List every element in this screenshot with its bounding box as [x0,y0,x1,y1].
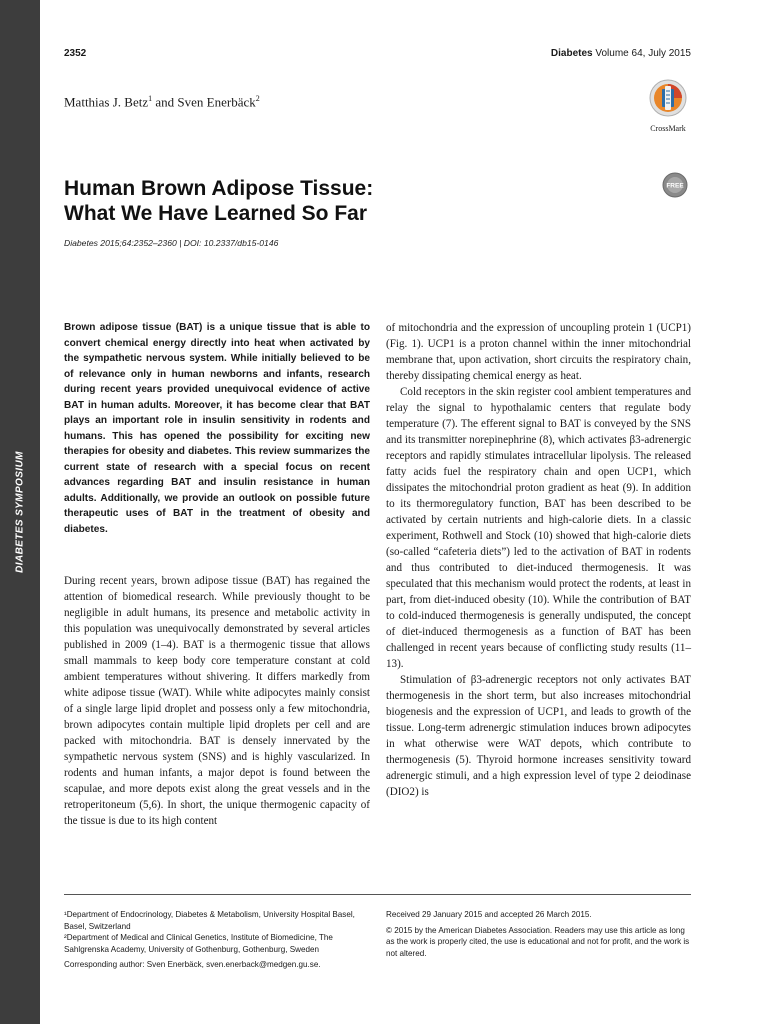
copyright-notice: © 2015 by the American Diabetes Association. Readers may use this article as long as the work is properly cited, the use is educational and not for profit, and the work is not altered. [386,925,690,958]
title-line-1: Human Brown Adipose Tissue: [64,177,374,200]
free-access-icon [660,172,690,198]
corresponding-author: Corresponding author: Sven Enerbäck, sven.enerback@medgen.gu.se. [64,960,321,969]
received-dates: Received 29 January 2015 and accepted 26 March 2015. [386,910,592,919]
sidebar-strip [0,0,40,1024]
body-paragraph: of mitochondria and the expression of uncoupling protein 1 (UCP1) (Fig. 1). UCP1 is a proton channel within the inner mitochondrial membrane that, upon activation, short circuits the respiratory chain, thereby dissipating chemical energy as heat. [386,322,691,382]
journal-header [551,48,691,59]
body-column-right [386,320,691,800]
journal-volume: Volume 64, July 2015 [595,48,691,59]
article-title [64,176,584,226]
crossmark-badge[interactable] [646,78,690,133]
citation-doi: Diabetes 2015;64:2352–2360 | DOI: 10.2337/db15-0146 [64,238,279,248]
author-1: Matthias J. Betz [64,94,149,110]
abstract: Brown adipose tissue (BAT) is a unique tissue that is able to convert chemical energy directly into heat when activated by the sympathetic nervous system. While initially believed to be of relevance only in human newborns and infants, research during recent years provided unequivocal evidence of active BAT in human adults. Moreover, it has become clear that BAT plays an important role in insulin sensitivity in rodents and humans. This has opened the possibility for exciting new therapies for obesity and diabetes. This review summarizes the current state of research with a special focus on recent advances regarding BAT and insulin resistance in human adults. Additionally, we provide an outlook on possible future therapeutic uses of BAT in the treatment of obesity and diabetes. [64,322,370,535]
body-paragraph: Stimulation of β3-adrenergic receptors not only activates BAT thermogenesis in the short term, but also increases mitochondrial biogenesis and the expression of UCP1, and leads to growth of the tissue. Long-term adrenergic stimulation induces brown adipocytes in what otherwise were WAT depots, which contribute to thermogenesis (5). Thyroid hormone increases sensitivity toward adrenergic stimuli, and a high expression level of type 2 deiodinase (DIO2) is [386,674,691,798]
author-2-affil: 2 [255,94,260,103]
title-line-2: What We Have Learned So Far [64,202,368,225]
body-paragraph: Cold receptors in the skin register cool ambient temperatures and relay the signal to hypothalamic centers that regulate body temperature (7). The efferent signal to BAT is conveyed by the SNS and its transmitter norepinephrine (8), which activates β3-adrenergic receptors and rapidly stimulates intracellular lipolysis. The released fatty acids fuel the respiratory chain and open UCP1, which dissipates the mitochondrial proton gradient as heat (9). In addition to its thermoregulatory function, BAT has been described to be activated by certain nutrients and high-calorie diets. In a classic experiment, Rothwell and Stock (10) showed that high-calorie diets (so-called “cafeteria diets”) led to the activation of BAT in rodents and thus contributed to diet-induced thermogenesis. It was speculated that this mechanism would protect the rodents, at least in part, from diet-induced obesity (10). While the contribution of BAT to cold-induced thermogenesis is generally undisputed, the concept of diet-induced thermogenesis as a function of BAT has been challenged in recent years because of conflicting study results (11–13). [386,386,691,670]
author-1-affil: 1 [148,94,153,103]
affiliation-2: ²Department of Medical and Clinical Genetics, Institute of Biomedicine, The Sahlgrenska Academy, University of Gothenburg, Gothenburg, Sweden [64,933,333,954]
author-line [64,94,260,110]
free-access-badge [660,172,690,203]
affiliation-1: ¹Department of Endocrinology, Diabetes & Metabolism, University Hospital Basel, Basel, Switzerland [64,910,355,931]
affiliations [64,909,370,971]
author-2: Sven Enerbäck [177,94,256,110]
crossmark-icon [648,78,688,118]
page-number: 2352 [64,48,87,59]
section-label: DIABETES SYMPOSIUM [14,451,26,573]
free-badge-text: FREE [666,182,684,190]
journal-name: Diabetes [550,48,593,59]
body-column-left: During recent years, brown adipose tissue (BAT) has regained the attention of biomedical research. While previously thought to be negligible in adult humans, its presence and metabolic activity in this population was unequivocally demonstrated by several articles published in 2009 (1–4). BAT is a thermogenic tissue that allows small mammals to keep body core temperature constant at cold ambient temperatures without shivering. It differs markedly from white adipose tissue (WAT). While white adipocytes mainly consist of a single large lipid droplet and possess only a few mitochondria, brown adipocytes contain multiple lipid droplets per cell and are packed with mitochondria. BAT is densely innervated by the sympathetic nervous system (SNS) and is highly vascularized. In rodents and human infants, a major depot is found between the scapulae, and more depots exist along the great vessels and in the retroperitoneum (5,6). In short, the unique thermogenic capacity of the tissue is due to its high content [64,575,370,827]
publication-notes [386,909,691,963]
footnote-divider [64,894,691,895]
author-joiner: and [155,94,175,110]
crossmark-label: CrossMark [650,124,686,133]
